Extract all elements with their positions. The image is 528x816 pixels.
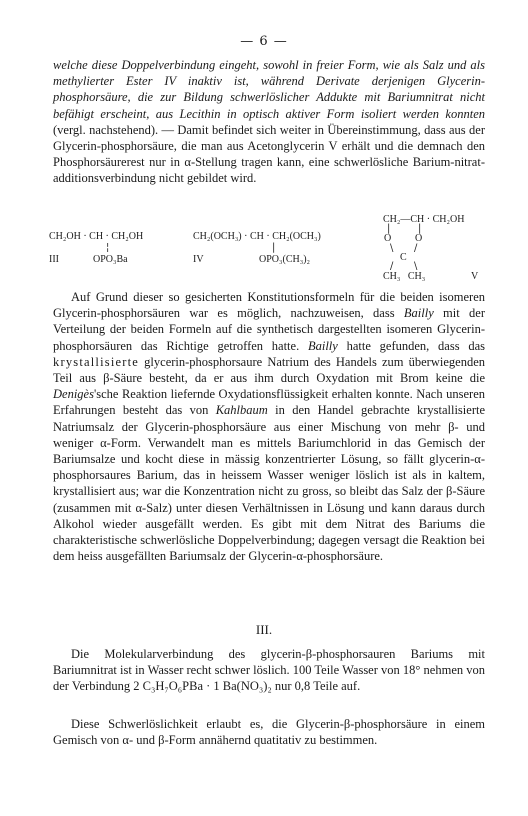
paragraph-2 xyxy=(53,289,485,564)
paragraph-1-roman: (vergl. nachstehend). — Damit befindet sich weiter in Übereinstimmung, dass aus der Glycerin-phosphorsäure, die man aus Acetonglycerin V erhält und die demnach den Phosphorsäurerest nur in α-Stellung tragen kann, eine schwerlösliche Barium-nitrat-additionsverbindung nicht gebildet wird. xyxy=(53,122,485,186)
formula-v-bond-right: | xyxy=(418,223,422,234)
text-run: mit der Verteilung der beiden Formeln auf die synthetisch dargestellten isomeren Glycerin-phosphorsäuren das Richtige getroffen hatte. xyxy=(53,306,485,353)
italic-name: Bailly xyxy=(307,338,338,353)
formula-v-o1: O xyxy=(384,233,392,244)
formula-v-bond-diag-left: \ xyxy=(390,243,394,254)
formula-iv-sub: OPO₃(CH₃)₂ xyxy=(259,254,311,265)
text-run: hatte gefunden, dass das xyxy=(337,338,485,353)
italic-name: Denigès xyxy=(53,387,94,402)
formula-iv-top: CH₂(OCH₃) · CH · CH₂(OCH₃) xyxy=(193,231,321,242)
paragraph-1-italic: welche diese Doppelverbindung eingeht, sowohl in freier Form, wie als Salz und als methylierter Ester IV inaktiv ist, während Derivate derjenigen Glycerin-phosphorsäure, die zur Bildung schwerlöslicher Addukte mit Bariumnitrat nicht befähigt erscheint, aus Lecithin in optisch aktiver Form isoliert werden konnten xyxy=(53,58,485,121)
paragraph-4-text: Diese Schwerlöslichkeit erlaubt es, die Glycerin-β-phosphorsäure in einem Gemisch von α- und β-Form annähernd quatitativ zu bestimmen. xyxy=(53,717,485,748)
formula-v-bond-left: | xyxy=(387,223,391,234)
paragraph-3 xyxy=(53,646,485,695)
formula-v-label: V xyxy=(471,271,479,282)
formula-v-top: CH₂—CH · CH₂OH xyxy=(383,214,465,225)
formula-v-o2: O xyxy=(415,233,423,244)
section-title: III. xyxy=(255,622,273,637)
paragraph-3-text: Die Molekularverbindung des glycerin-β-phosphorsauren Bariums mit Bariumnitrat ist in Wasser recht schwer löslich. 100 Teile Wasser von 18° nehmen von der Verbindung 2 C₃H₇O₆PBa · 1 Ba(NO₃)₂ nur 0,8 Teile auf. xyxy=(53,647,485,694)
paragraph-4 xyxy=(53,716,485,748)
italic-name: Kahlbaum xyxy=(215,403,268,418)
text-run: glycerin-phosphorsaure Natrium des Handels zum überwiegenden Teil aus β-Säure besteht, da er aus ihm durch Oxydation mit Brom keine die xyxy=(53,354,485,386)
text-run: in den Handel gebrachte krystallisierte Natriumsalz der Glycerin-phosphorsäure aus einer Mischung von mehr β- und weniger α-Form. Verwandelt man es mittels Bariumchlorid in das Gemisch der Bariumsalze und kocht diese in mässig konzentrierter Lösung, so fällt glycerin-α-phosphorsaures Barium, das in heissem Wasser weniger löslich ist als in kaltem, krystallisiert aus; war die Konzentration nicht zu gross, so bleibt das Salz der β-Säure (zusammen mit α-Salz) unter diesen Verhältnissen in Lösung und kann daraus durch Alkohol wieder ausgefällt werden. Es gibt mit dem Nitrat des Bariums die charakteristische schwerlösliche Doppelverbindung; dagegen versagt die Reaktion bei dem heiss ausgefällten Bariumsalz der Glycerin-α-phosphorsäure. xyxy=(53,403,485,564)
text-run: 'sche Reaktion liefernde Oxydationsflüssigkeit erhalten konnte. Nach unseren Erfahrungen besteht das von xyxy=(53,387,485,418)
page-number: — 6 — xyxy=(240,34,288,49)
italic-name: Bailly xyxy=(403,306,434,321)
formula-iv-bond: | xyxy=(272,242,276,253)
formula-v-bond-diag-right: / xyxy=(414,243,418,254)
formula-iii-sub: OPO₃Ba xyxy=(93,254,128,265)
spaced-emphasis: krystallisierte xyxy=(53,354,140,369)
formula-iii-label: III xyxy=(49,254,59,265)
paragraph-1 xyxy=(53,57,485,187)
formula-iv-label: IV xyxy=(193,254,204,265)
formula-v-bond-diag-left-2: / xyxy=(390,261,394,272)
formula-v-bond-diag-right-2: \ xyxy=(414,261,418,272)
formula-v-bottom: CH₃ CH₃ xyxy=(383,271,426,282)
paragraph-2-text xyxy=(53,289,485,564)
formula-v-c: C xyxy=(400,252,407,263)
text-run: Auf Grund dieser so gesicherten Konstitutionsformeln für die beiden isomeren Glycerin-phosphorsäuren war es möglich, nachzuweisen, dass xyxy=(53,290,485,321)
formula-iii-bond: ¦ xyxy=(106,242,110,253)
formula-iii-top: CH₂OH · CH · CH₂OH xyxy=(49,231,144,242)
